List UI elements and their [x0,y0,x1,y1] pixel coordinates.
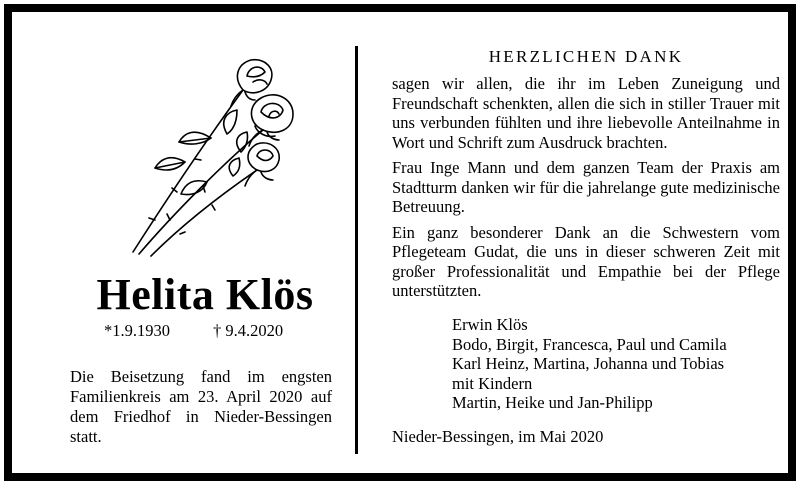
thanks-heading: HERZLICHEN DANK [488,47,684,66]
roses-icon [115,42,315,257]
place-date: Nieder-Bessingen, im Mai 2020 [392,427,604,446]
signers-list [452,315,727,413]
thanks-text [392,74,780,307]
signer-line: mit Kindern [452,373,533,393]
right-column [392,12,780,473]
signer-line: Martin, Heike und Jan-Philipp [452,393,653,412]
thanks-paragraph: Frau Inge Mann und dem ganzen Team der Praxis am Stadtturm danken wir für die jahrelange gute medizinische Betreuung. [392,158,780,216]
signer-line: Karl Heinz, Martina, Johanna und Tobias [452,354,725,373]
column-divider [355,46,358,454]
thanks-paragraph: sagen wir allen, die ihr im Leben Zuneigung und Freundschaft schenkten, allen die sich in stiller Trauer mit uns verbunden fühlten und ihre liebevolle Anteilnahme in Wort und Schrift zum Ausdruck brachten. [392,74,780,152]
left-column [70,12,340,473]
death-date: † 9.4.2020 [213,321,284,340]
burial-note: Die Beisetzung fand im engsten Familienkreis am 23. April 2020 auf dem Friedhof in Nieder-Bessingen statt. [70,367,332,446]
signer-line: Bodo, Birgit, Francesca, Paul und Camila [452,334,727,354]
signer-line: Erwin Klös [452,315,528,334]
obituary-frame [4,4,796,481]
thanks-paragraph: Ein ganz besonderer Dank an die Schwestern vom Pflegeteam Gudat, die uns in dieser schweren Zeit mit großer Professionalität und Empathie bei der Pflege unterstützten. [392,222,780,300]
deceased-name: Helita Klös [96,270,314,319]
birth-date: *1.9.1930 [104,321,170,340]
